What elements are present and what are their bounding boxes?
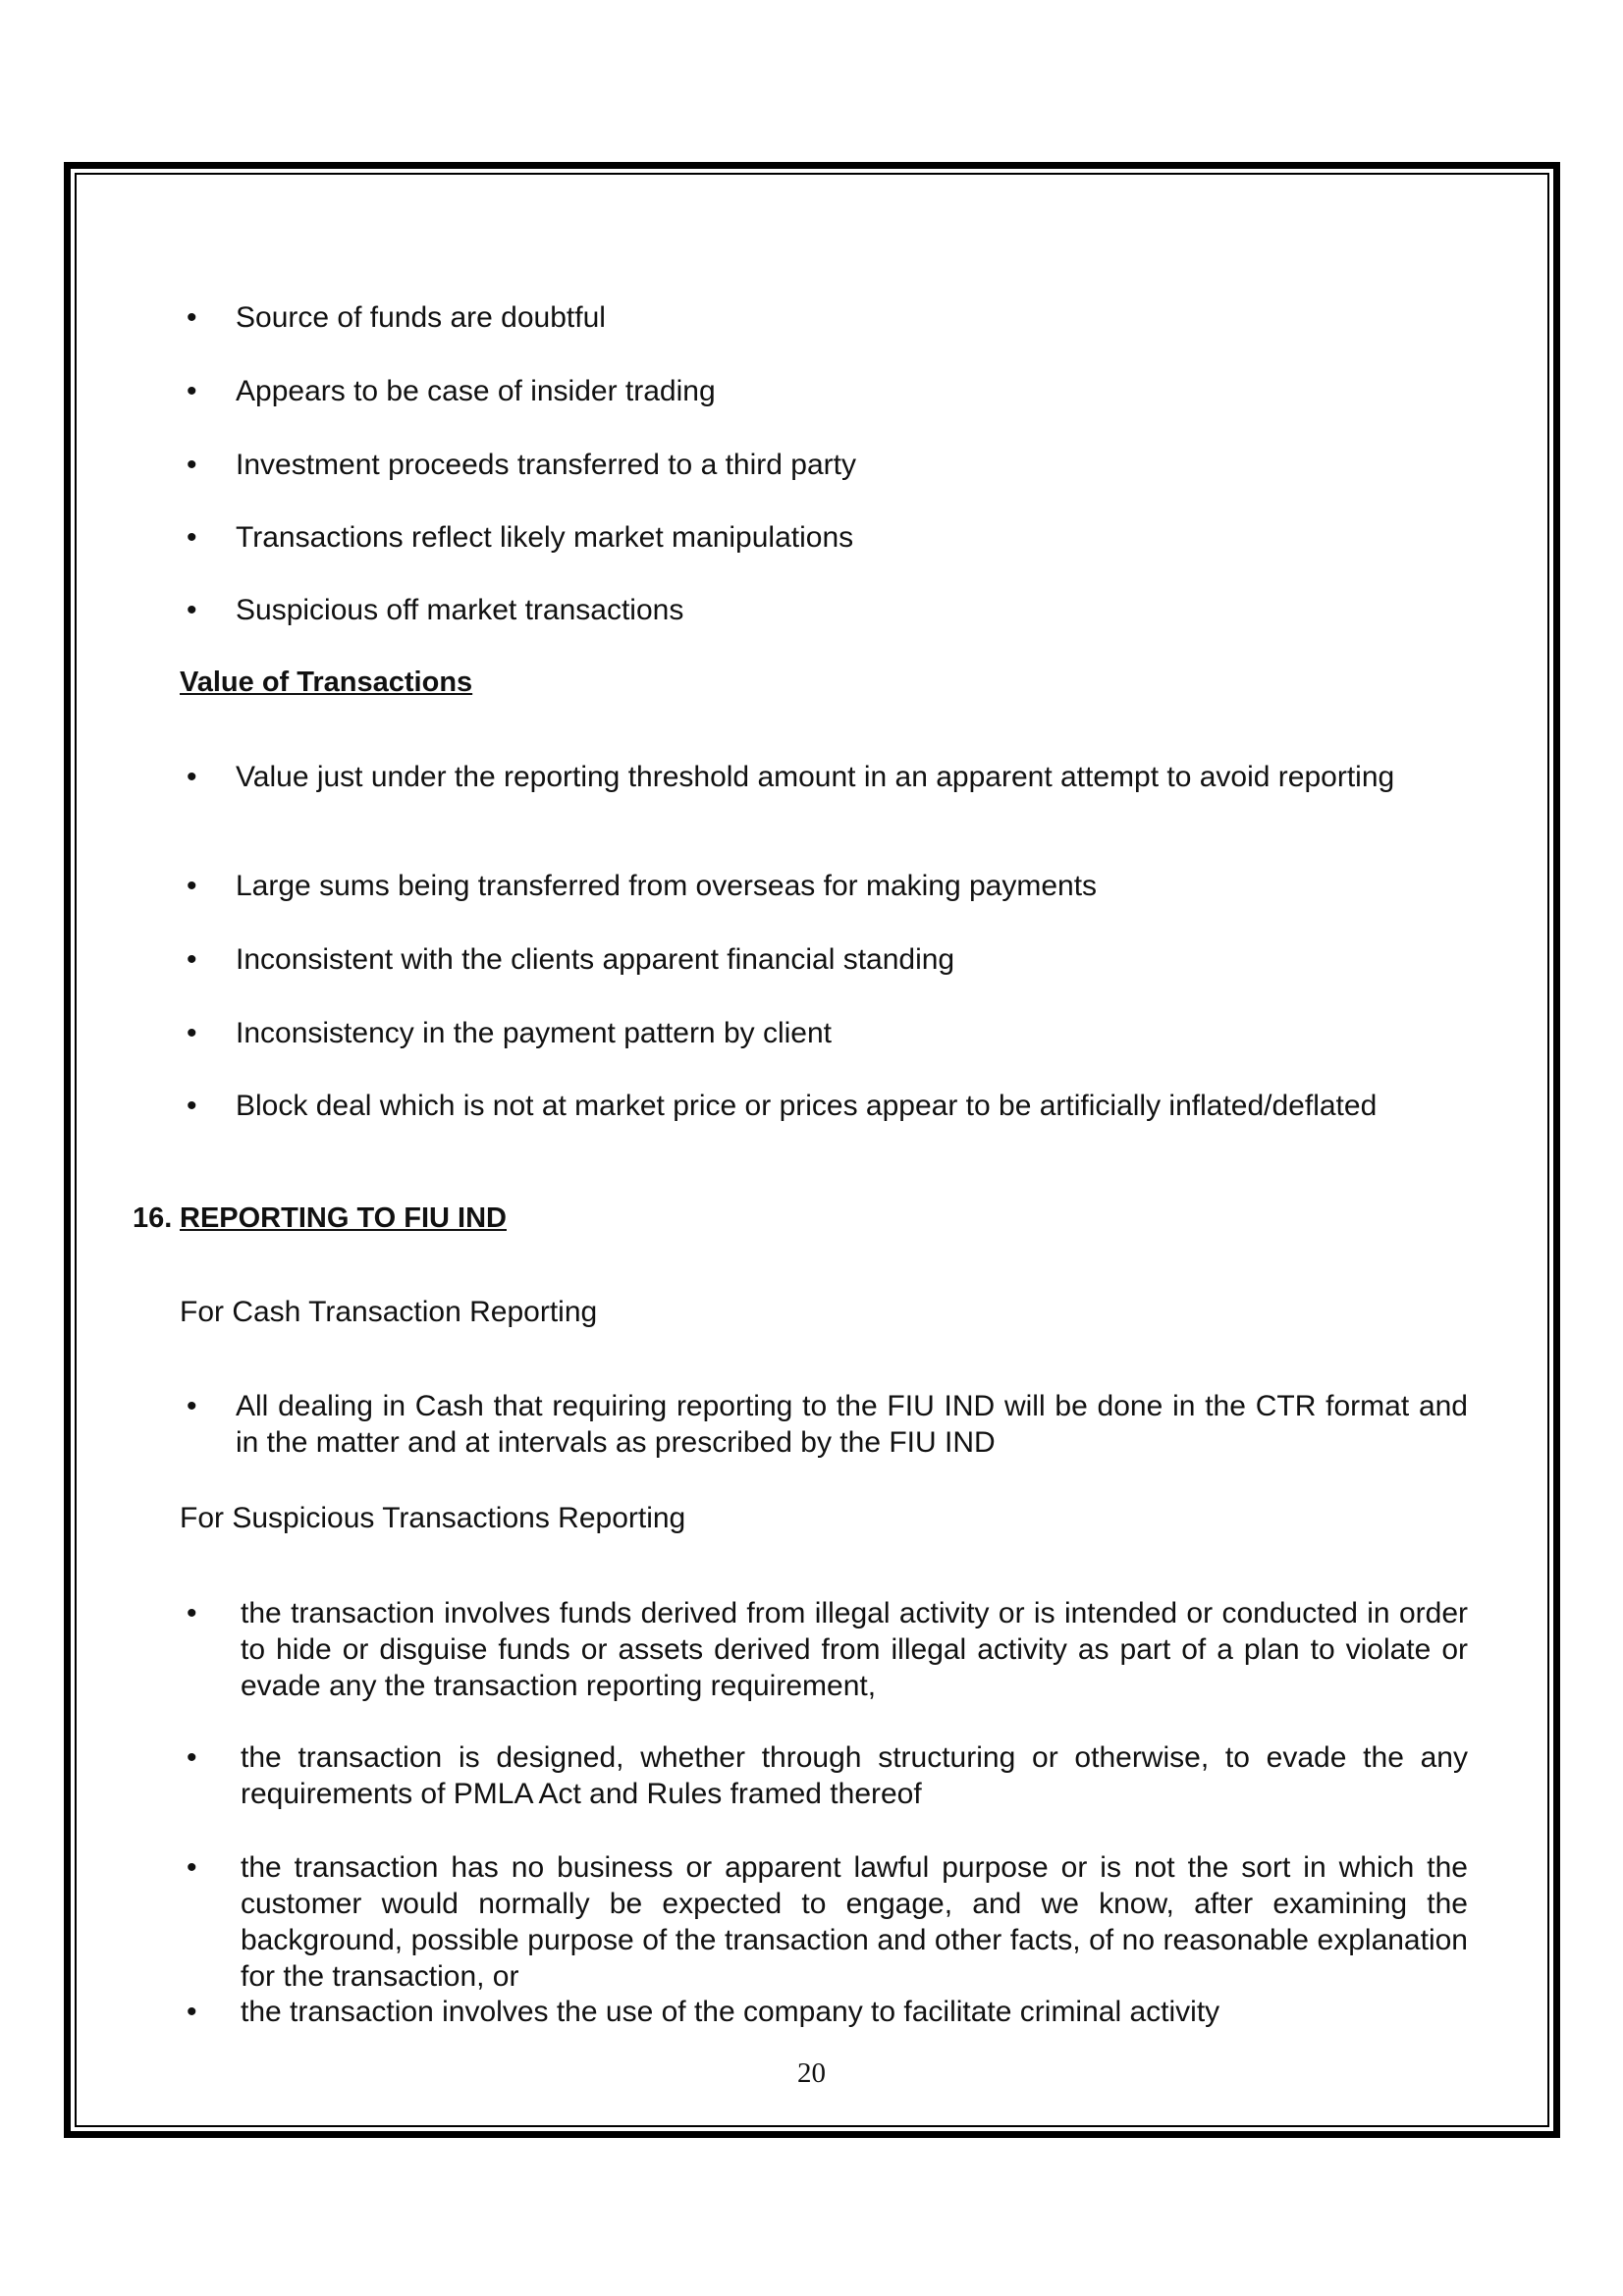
bullet-icon: • (187, 521, 197, 554)
value-of-transactions-heading: Value of Transactions (180, 667, 473, 698)
cash-reporting-heading: For Cash Transaction Reporting (180, 1296, 598, 1328)
bullet-icon: • (187, 1996, 197, 2028)
bullet-icon: • (187, 943, 197, 976)
bullet-icon: • (187, 449, 197, 481)
bullet-icon: • (187, 1017, 197, 1049)
bullet-icon: • (187, 1090, 197, 1122)
bullet-icon: • (187, 375, 197, 407)
section-title: REPORTING TO FIU IND (180, 1202, 507, 1234)
bullet-icon: • (187, 1741, 197, 1774)
bullet-icon: • (187, 594, 197, 626)
bullet-icon: • (187, 1390, 197, 1422)
bullet-icon: • (187, 761, 197, 793)
document-body: • Source of funds are doubtful • Appears to be case of insider trading • Investment proceeds transferred to a third party • Transactions reflect likely market manipulations • Suspicious off market transactions Value of Transactions • Value just under the reporting threshold amount in an apparent attempt to avoid reporting • Large sums being transferred from overseas for making payments • Inconsistent with the clients apparent financial standing • Inconsistency in the payment pattern by client • Block deal which is not at market price or prices appear to be artificially inflated/deflated 16. REPORTING TO FIU IND For Cash Transaction Reporting • All dealing in Cash that requiring reporting to the FIU IND will be done in the CTR format and in the matter and at intervals as prescribed by the FIU IND For Suspicious Transactions Reporting • the transaction involves funds derived from illegal activity or is intended or conducted in order to hide or disguise funds or assets derived from illegal activity as part of a plan to violate or evade any the transaction reporting requirement, • the transaction is designed, whether through structuring or otherwise, to evade the any requirements of PMLA Act and Rules framed thereof • the transaction has no business or apparent lawful purpose or is not the sort in which the customer would normally be expected to engage, and we know, after examining the background, possible purpose of the transaction and other facts, of no reasonable explanation for the transaction, or • the transaction involves the use of the company to facilitate criminal activity 20 (0, 0, 1623, 2296)
bullet-icon: • (187, 1597, 197, 1629)
bullet-icon: • (187, 1851, 197, 1884)
suspicious-reporting-heading: For Suspicious Transactions Reporting (180, 1502, 686, 1534)
bullet-icon: • (187, 870, 197, 902)
bullet-icon: • (187, 301, 197, 334)
page-number: 20 (797, 2057, 826, 2089)
section-number: 16. (133, 1202, 173, 1234)
